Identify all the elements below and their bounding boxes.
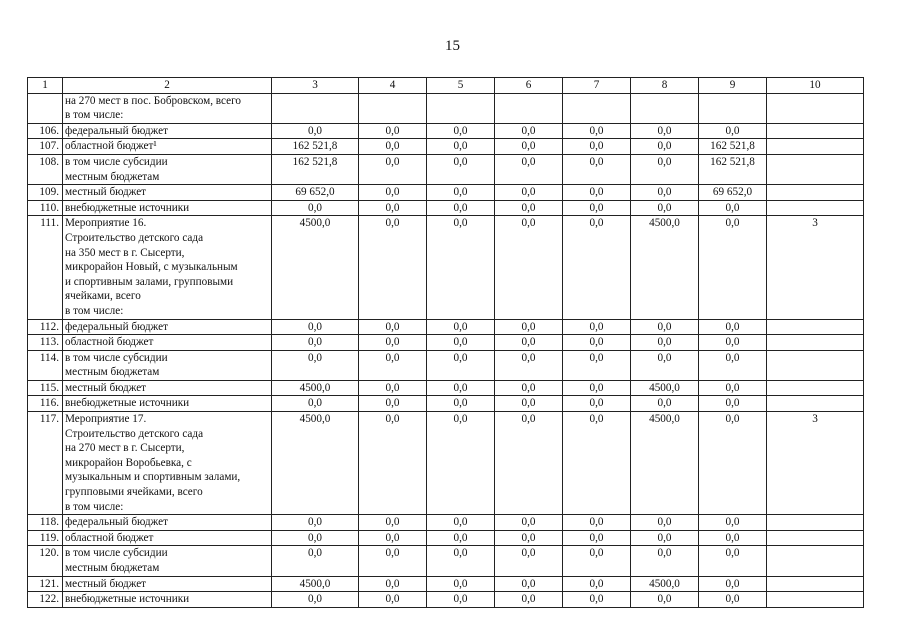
header-cell: 8: [631, 78, 699, 94]
value-cell-col8: 0,0: [631, 319, 699, 335]
value-cell-col3: 162 521,8: [272, 154, 359, 184]
value-cell-col9: 0,0: [699, 380, 767, 396]
value-cell-col4: 0,0: [359, 546, 427, 576]
row-number-cell: 119.: [28, 530, 63, 546]
value-cell-col8: 0,0: [631, 139, 699, 155]
value-cell-col7: 0,0: [563, 546, 631, 576]
value-cell-col7: 0,0: [563, 576, 631, 592]
page-number: 15: [445, 38, 460, 54]
value-cell-col8: 4500,0: [631, 576, 699, 592]
value-cell-col7: 0,0: [563, 200, 631, 216]
row-number-cell: 116.: [28, 396, 63, 412]
table-row: [28, 335, 864, 351]
value-cell-col3: 0,0: [272, 515, 359, 531]
header-cell: 10: [767, 78, 864, 94]
value-cell-col6: 0,0: [495, 546, 563, 576]
row-number-cell: 114.: [28, 350, 63, 380]
row-number-cell: 115.: [28, 380, 63, 396]
row-description-cell: внебюджетные источники: [63, 592, 272, 608]
value-cell-col3: 0,0: [272, 123, 359, 139]
table-row: [28, 93, 864, 123]
value-cell-col6: 0,0: [495, 139, 563, 155]
table-row: [28, 216, 864, 319]
value-cell-col5: 0,0: [427, 576, 495, 592]
value-cell-col10: 3: [767, 216, 864, 319]
value-cell-col7: 0,0: [563, 216, 631, 319]
value-cell-col9: 0,0: [699, 412, 767, 515]
value-cell-col10: [767, 515, 864, 531]
row-number-cell: 109.: [28, 185, 63, 201]
value-cell-col10: [767, 139, 864, 155]
value-cell-col6: 0,0: [495, 350, 563, 380]
row-description-cell: в том числе субсидии местным бюджетам: [63, 350, 272, 380]
value-cell-col5: 0,0: [427, 592, 495, 608]
value-cell-col6: 0,0: [495, 592, 563, 608]
row-description-cell: федеральный бюджет: [63, 515, 272, 531]
row-description-cell: в том числе субсидии местным бюджетам: [63, 154, 272, 184]
value-cell-col4: 0,0: [359, 515, 427, 531]
value-cell-col7: 0,0: [563, 412, 631, 515]
header-cell: 2: [63, 78, 272, 94]
value-cell-col6: 0,0: [495, 530, 563, 546]
table-row: [28, 123, 864, 139]
value-cell-col5: 0,0: [427, 515, 495, 531]
value-cell-col5: 0,0: [427, 380, 495, 396]
value-cell-col10: [767, 350, 864, 380]
value-cell-col9: 0,0: [699, 200, 767, 216]
value-cell-col10: [767, 592, 864, 608]
header-cell: 9: [699, 78, 767, 94]
value-cell-col8: 4500,0: [631, 412, 699, 515]
table-row: [28, 530, 864, 546]
value-cell-col8: 0,0: [631, 154, 699, 184]
value-cell-col7: 0,0: [563, 154, 631, 184]
value-cell-col7: 0,0: [563, 380, 631, 396]
value-cell-col3: 0,0: [272, 200, 359, 216]
value-cell-col3: 0,0: [272, 546, 359, 576]
value-cell-col5: 0,0: [427, 412, 495, 515]
table-row: [28, 380, 864, 396]
value-cell-col4: 0,0: [359, 200, 427, 216]
table-row: [28, 592, 864, 608]
value-cell-col8: 0,0: [631, 546, 699, 576]
row-description-cell: федеральный бюджет: [63, 123, 272, 139]
value-cell-col8: 0,0: [631, 530, 699, 546]
value-cell-col6: 0,0: [495, 380, 563, 396]
value-cell-col10: 3: [767, 412, 864, 515]
header-cell: 5: [427, 78, 495, 94]
value-cell-col8: 0,0: [631, 592, 699, 608]
value-cell-col5: 0,0: [427, 185, 495, 201]
table-row: [28, 412, 864, 515]
row-number-cell: 118.: [28, 515, 63, 531]
table-row: [28, 139, 864, 155]
table-row: [28, 576, 864, 592]
value-cell-col3: 4500,0: [272, 216, 359, 319]
value-cell-col5: 0,0: [427, 335, 495, 351]
value-cell-col5: 0,0: [427, 123, 495, 139]
header-cell: 7: [563, 78, 631, 94]
header-cell: 3: [272, 78, 359, 94]
value-cell-col4: 0,0: [359, 185, 427, 201]
value-cell-col5: 0,0: [427, 546, 495, 576]
value-cell-col3: 0,0: [272, 335, 359, 351]
value-cell-col9: 69 652,0: [699, 185, 767, 201]
value-cell-col9: 0,0: [699, 350, 767, 380]
value-cell-col6: 0,0: [495, 515, 563, 531]
value-cell-col7: 0,0: [563, 185, 631, 201]
value-cell-col9: 0,0: [699, 576, 767, 592]
row-description-cell: внебюджетные источники: [63, 200, 272, 216]
value-cell-col7: 0,0: [563, 350, 631, 380]
value-cell-col7: 0,0: [563, 139, 631, 155]
table-row: [28, 396, 864, 412]
value-cell-col6: 0,0: [495, 123, 563, 139]
value-cell-col9: 0,0: [699, 216, 767, 319]
value-cell-col4: 0,0: [359, 530, 427, 546]
table-row: [28, 185, 864, 201]
table-header-row: [28, 78, 864, 94]
row-description-cell: местный бюджет: [63, 576, 272, 592]
value-cell-col6: 0,0: [495, 576, 563, 592]
row-number-cell: 112.: [28, 319, 63, 335]
value-cell-col7: [563, 93, 631, 123]
value-cell-col10: [767, 93, 864, 123]
row-description-cell: федеральный бюджет: [63, 319, 272, 335]
row-number-cell: 121.: [28, 576, 63, 592]
value-cell-col3: 0,0: [272, 319, 359, 335]
value-cell-col4: 0,0: [359, 154, 427, 184]
table-row: [28, 515, 864, 531]
row-number-cell: [28, 93, 63, 123]
row-description-cell: областной бюджет¹: [63, 139, 272, 155]
table-row: [28, 154, 864, 184]
row-description-cell: Мероприятие 17. Строительство детского сада на 270 мест в г. Сысерти, микрорайон Воробьевка, с музыкальным и спортивным залами, групповыми ячейками, всего в том числе:: [63, 412, 272, 515]
value-cell-col6: 0,0: [495, 200, 563, 216]
value-cell-col3: 4500,0: [272, 576, 359, 592]
value-cell-col7: 0,0: [563, 530, 631, 546]
value-cell-col3: 4500,0: [272, 412, 359, 515]
value-cell-col10: [767, 154, 864, 184]
value-cell-col4: 0,0: [359, 576, 427, 592]
value-cell-col3: [272, 93, 359, 123]
value-cell-col4: 0,0: [359, 216, 427, 319]
row-number-cell: 108.: [28, 154, 63, 184]
value-cell-col9: 0,0: [699, 515, 767, 531]
value-cell-col8: 0,0: [631, 123, 699, 139]
value-cell-col4: 0,0: [359, 319, 427, 335]
row-description-cell: внебюджетные источники: [63, 396, 272, 412]
row-number-cell: 113.: [28, 335, 63, 351]
value-cell-col8: 0,0: [631, 396, 699, 412]
value-cell-col9: 0,0: [699, 592, 767, 608]
value-cell-col9: 0,0: [699, 335, 767, 351]
header-cell: 6: [495, 78, 563, 94]
row-description-cell: областной бюджет: [63, 335, 272, 351]
value-cell-col3: 0,0: [272, 396, 359, 412]
value-cell-col7: 0,0: [563, 515, 631, 531]
value-cell-col5: [427, 93, 495, 123]
value-cell-col6: 0,0: [495, 154, 563, 184]
row-number-cell: 106.: [28, 123, 63, 139]
value-cell-col4: [359, 93, 427, 123]
value-cell-col8: 0,0: [631, 185, 699, 201]
value-cell-col3: 69 652,0: [272, 185, 359, 201]
value-cell-col6: 0,0: [495, 185, 563, 201]
budget-table: [27, 77, 864, 608]
value-cell-col8: 0,0: [631, 515, 699, 531]
value-cell-col5: 0,0: [427, 154, 495, 184]
value-cell-col9: 0,0: [699, 123, 767, 139]
row-number-cell: 117.: [28, 412, 63, 515]
value-cell-col3: 0,0: [272, 530, 359, 546]
value-cell-col4: 0,0: [359, 396, 427, 412]
value-cell-col4: 0,0: [359, 412, 427, 515]
value-cell-col8: 0,0: [631, 335, 699, 351]
row-number-cell: 111.: [28, 216, 63, 319]
value-cell-col6: 0,0: [495, 396, 563, 412]
value-cell-col4: 0,0: [359, 350, 427, 380]
row-description-cell: Мероприятие 16. Строительство детского сада на 350 мест в г. Сысерти, микрорайон Новый, с музыкальным и спортивным залами, групповыми ячейками, всего в том числе:: [63, 216, 272, 319]
row-description-cell: областной бюджет: [63, 530, 272, 546]
row-number-cell: 120.: [28, 546, 63, 576]
value-cell-col9: 0,0: [699, 319, 767, 335]
value-cell-col4: 0,0: [359, 139, 427, 155]
value-cell-col4: 0,0: [359, 592, 427, 608]
value-cell-col10: [767, 185, 864, 201]
value-cell-col9: 0,0: [699, 546, 767, 576]
row-number-cell: 107.: [28, 139, 63, 155]
table-row: [28, 350, 864, 380]
table-row: [28, 546, 864, 576]
value-cell-col5: 0,0: [427, 350, 495, 380]
value-cell-col4: 0,0: [359, 335, 427, 351]
value-cell-col3: 0,0: [272, 592, 359, 608]
value-cell-col6: [495, 93, 563, 123]
value-cell-col7: 0,0: [563, 335, 631, 351]
value-cell-col9: 0,0: [699, 530, 767, 546]
value-cell-col10: [767, 380, 864, 396]
row-number-cell: 110.: [28, 200, 63, 216]
value-cell-col3: 4500,0: [272, 380, 359, 396]
header-cell: 1: [28, 78, 63, 94]
value-cell-col10: [767, 123, 864, 139]
value-cell-col10: [767, 319, 864, 335]
value-cell-col7: 0,0: [563, 592, 631, 608]
value-cell-col8: [631, 93, 699, 123]
value-cell-col8: 4500,0: [631, 216, 699, 319]
value-cell-col5: 0,0: [427, 319, 495, 335]
value-cell-col9: 0,0: [699, 396, 767, 412]
value-cell-col7: 0,0: [563, 319, 631, 335]
value-cell-col3: 0,0: [272, 350, 359, 380]
value-cell-col7: 0,0: [563, 396, 631, 412]
value-cell-col6: 0,0: [495, 319, 563, 335]
value-cell-col9: 162 521,8: [699, 154, 767, 184]
value-cell-col8: 0,0: [631, 200, 699, 216]
value-cell-col6: 0,0: [495, 335, 563, 351]
value-cell-col9: 162 521,8: [699, 139, 767, 155]
value-cell-col5: 0,0: [427, 216, 495, 319]
table-row: [28, 319, 864, 335]
row-description-cell: на 270 мест в пос. Бобровском, всего в том числе:: [63, 93, 272, 123]
value-cell-col8: 0,0: [631, 350, 699, 380]
value-cell-col10: [767, 335, 864, 351]
value-cell-col5: 0,0: [427, 530, 495, 546]
value-cell-col10: [767, 200, 864, 216]
value-cell-col5: 0,0: [427, 139, 495, 155]
value-cell-col10: [767, 546, 864, 576]
value-cell-col4: 0,0: [359, 380, 427, 396]
table-row: [28, 200, 864, 216]
value-cell-col3: 162 521,8: [272, 139, 359, 155]
row-description-cell: в том числе субсидии местным бюджетам: [63, 546, 272, 576]
row-description-cell: местный бюджет: [63, 185, 272, 201]
row-description-cell: местный бюджет: [63, 380, 272, 396]
header-cell: 4: [359, 78, 427, 94]
value-cell-col10: [767, 530, 864, 546]
value-cell-col4: 0,0: [359, 123, 427, 139]
value-cell-col7: 0,0: [563, 123, 631, 139]
value-cell-col5: 0,0: [427, 396, 495, 412]
value-cell-col10: [767, 396, 864, 412]
row-number-cell: 122.: [28, 592, 63, 608]
value-cell-col9: [699, 93, 767, 123]
value-cell-col8: 4500,0: [631, 380, 699, 396]
value-cell-col6: 0,0: [495, 216, 563, 319]
value-cell-col6: 0,0: [495, 412, 563, 515]
value-cell-col10: [767, 576, 864, 592]
value-cell-col5: 0,0: [427, 200, 495, 216]
